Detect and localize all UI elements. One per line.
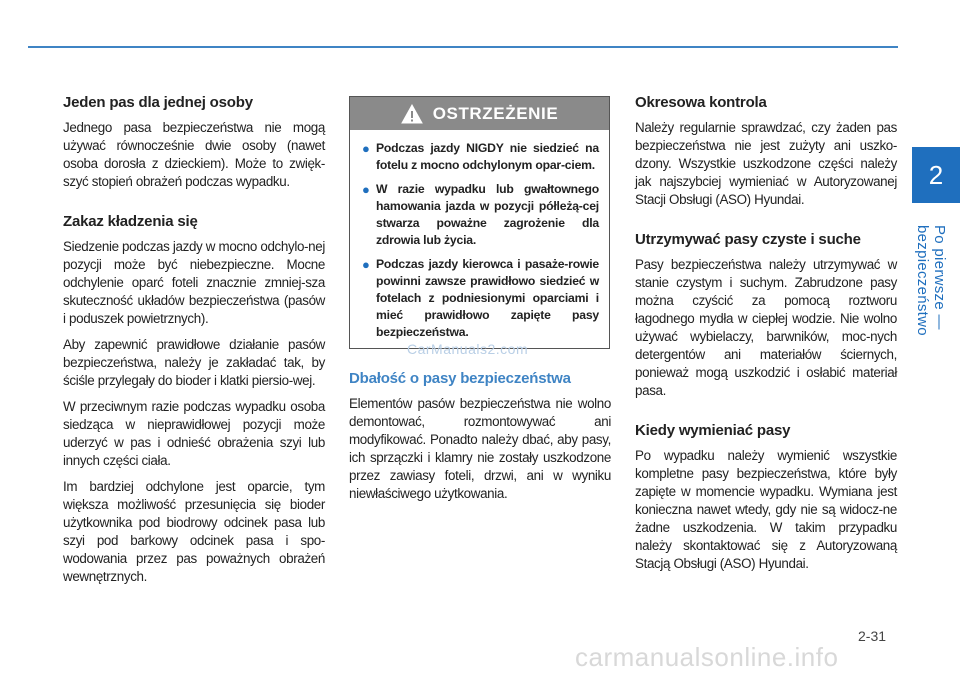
header-line — [28, 46, 898, 48]
watermark-footer: carmanualsonline.info — [575, 642, 839, 672]
paragraph: Im bardziej odchylone jest oparcie, tym większa możliwość przesunięcia się bioder użytkownika pod biodrowy odcinek pasa lub szyi pod barkowy odcinek pasa i spo-wodowania przez pas poważnych obrażeń wewnętrznych. — [63, 479, 325, 584]
header-rule — [0, 0, 960, 14]
watermark-center: CarManuals2.com — [407, 341, 529, 357]
middle-column — [349, 370, 611, 503]
bullet-icon: ● — [362, 182, 370, 197]
page-number: 2-31 — [858, 628, 887, 644]
heading-keep-clean: Utrzymywać pasy czyste i suche — [635, 231, 861, 248]
paragraph: Po wypadku należy wymienić wszystkie kompletne pasy bezpieczeństwa, które były zapięte w momencie wypadku. Wymiana jest konieczna nawet wtedy, gdy nie są widocz-ne żadne uszkodzenia. W takim przypadku należy skontaktować się z Autoryzowaną Stacją Obsługi (ASO) Hyundai. — [635, 448, 897, 571]
warning-header — [350, 97, 609, 130]
warning-item: ● W razie wypadku lub gwałtownego hamowania jazda w pozycji półleżą-cej stwarza poważne zagrożenie dla zdrowia lub życia. — [362, 182, 599, 247]
heading-belt-care: Dbałość o pasy bezpieczeństwa — [349, 370, 571, 387]
paragraph: Aby zapewnić prawidłowe działanie pasów bezpieczeństwa, należy je zakładać tak, by ściśle przylegały do bioder i klatki piersio-wej. — [63, 337, 325, 388]
warning-item: ● Podczas jazdy NIGDY nie siedzieć na fotelu z mocno odchylonym opar-ciem. — [362, 141, 599, 172]
paragraph: W przeciwnym razie podczas wypadku osoba siedząca w nieprawidłowej pozycji może uderzyć w pas i odnieść obrażenia szyi lub innych części ciała. — [63, 399, 325, 468]
warning-icon — [401, 104, 423, 124]
warning-title: OSTRZEŻENIE — [432, 103, 559, 123]
paragraph: Pasy bezpieczeństwa należy utrzymywać w stanie czystym i suchym. Zabrudzone pasy można czyścić za pomocą roztworu łagodnego mydła w ciepłej wodzie. Nie wolno używać wybielaczy, barwników, moc-nych detergentów ani materiałów ściernych, ponieważ mogą uszkodzić i osłabić materiał pasa. — [635, 257, 897, 398]
bullet-icon: ● — [362, 141, 370, 156]
paragraph: Jednego pasa bezpieczeństwa nie mogą używać równocześnie dwie osoby (nawet osoba dorosła z dzieckiem). Może to zwięk-szyć stopień obrażeń podczas wypadku. — [63, 120, 325, 189]
left-column — [63, 94, 325, 586]
bullet-icon: ● — [362, 257, 370, 272]
paragraph: Siedzenie podczas jazdy w mocno odchylo-nej pozycji może być niebezpieczne. Mocne odchylenie oparć foteli znacznie zmniej-sza skuteczność układów bezpieczeństwa (pasów i poduszek powietrznych). — [63, 239, 325, 326]
chapter-title: Po pierwsze — bezpieczeństwo — [914, 225, 948, 336]
warning-box — [349, 96, 610, 349]
warning-list — [350, 130, 609, 341]
heading-when-replace: Kiedy wymieniać pasy — [635, 422, 791, 439]
heading-one-belt: Jeden pas dla jednej osoby — [63, 94, 253, 111]
chapter-tab: 2 — [912, 147, 960, 203]
right-column — [635, 94, 897, 573]
heading-periodic-check: Okresowa kontrola — [635, 94, 767, 111]
paragraph: Elementów pasów bezpieczeństwa nie wolno demontować, rozmontowywać ani modyfikować. Ponadto należy dbać, aby pasy, ich sprzączki i klamry nie zostały uszkodzone przez zawiasy foteli, drzwi, ani w wyniku niewłaściwego użytkowania. — [349, 396, 611, 501]
warning-item: ● Podczas jazdy kierowca i pasaże-rowie powinni zawsze prawidłowo siedzieć w fotelach z podniesionymi oparciami i mieć prawidłowo zapięte pasy bezpieczeństwa. — [362, 257, 599, 339]
paragraph: Należy regularnie sprawdzać, czy żaden pas bezpieczeństwa nie jest zużyty ani uszko-dzony. Wszystkie uszkodzone części należy jak najszybciej wymieniać w Autoryzowanej Stacji Obsługi (ASO) Hyundai. — [635, 120, 897, 207]
heading-no-reclining: Zakaz kładzenia się — [63, 213, 198, 230]
